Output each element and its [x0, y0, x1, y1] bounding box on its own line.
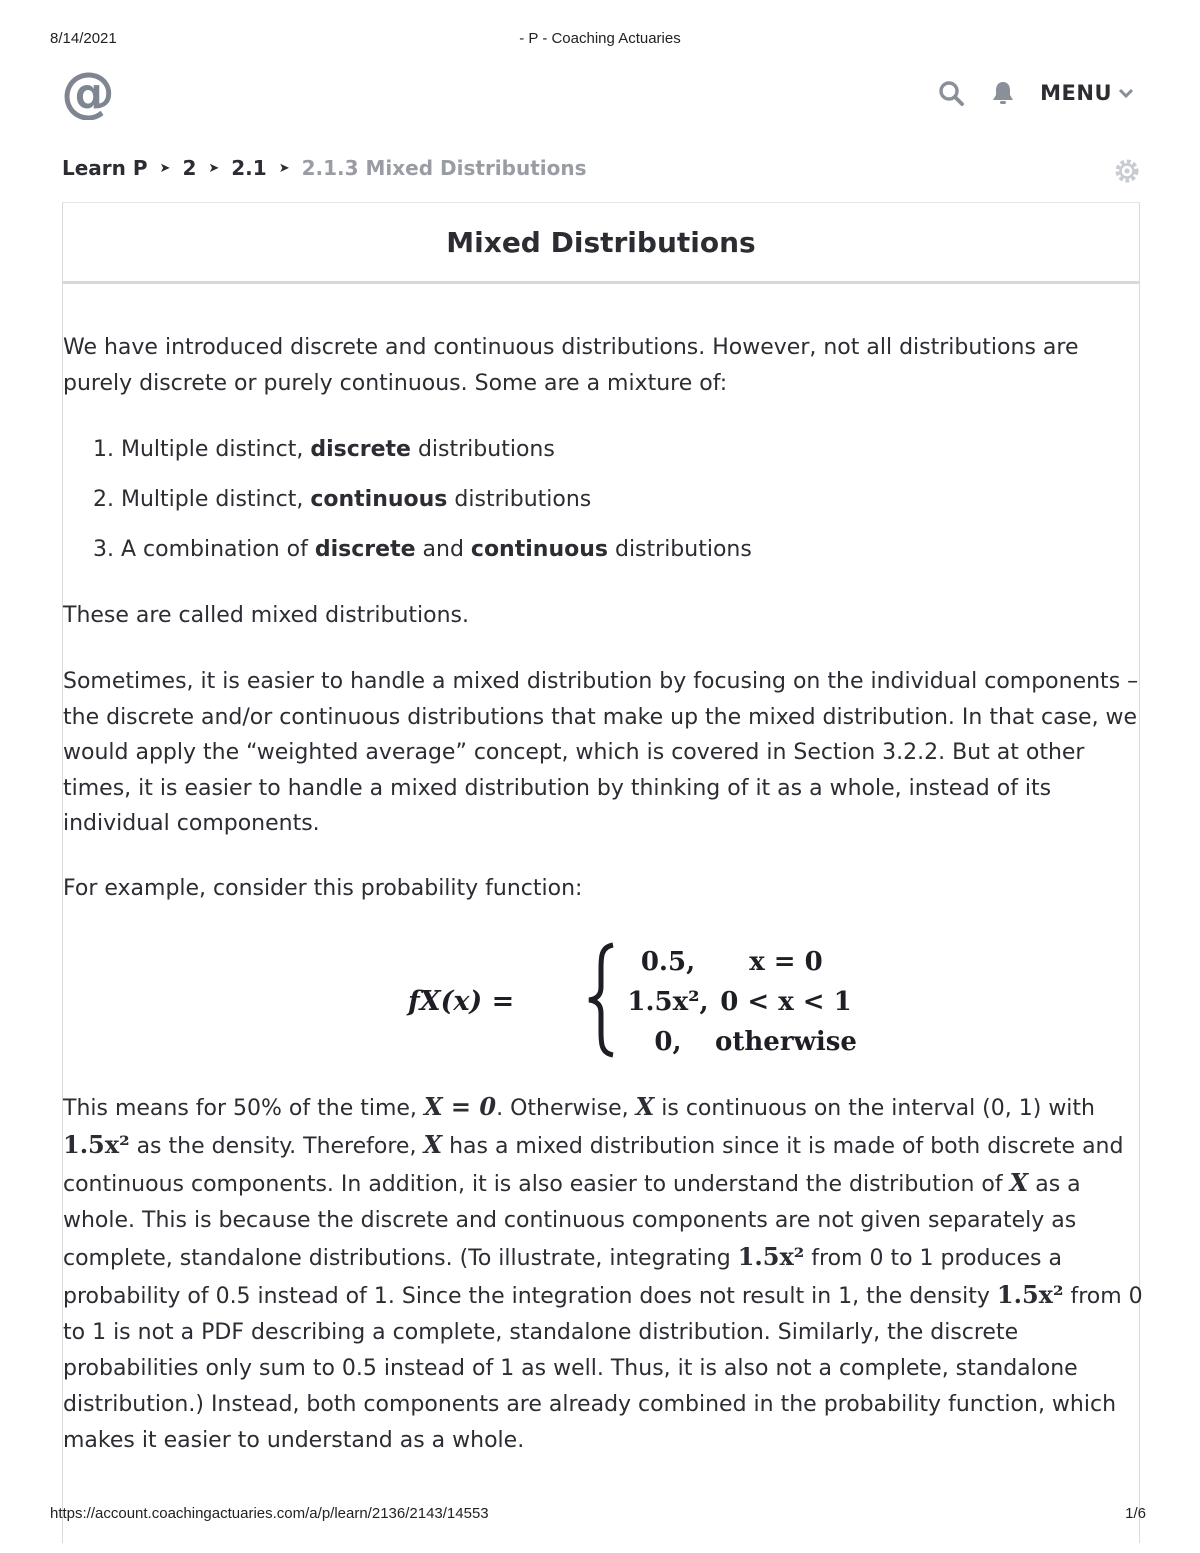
- print-title: - P - Coaching Actuaries: [519, 30, 681, 47]
- probability-function-formula: [403, 935, 873, 1065]
- formula-row-value: 0,: [654, 1027, 682, 1057]
- formula-brace: [589, 945, 613, 1055]
- breadcrumb-current: 2.1.3 Mixed Distributions: [301, 156, 587, 180]
- mixture-list: [93, 432, 752, 582]
- svg-text:@: @: [62, 66, 114, 120]
- menu-button[interactable]: [1040, 81, 1134, 105]
- list-item: 2. Multiple distinct, continuous distributions: [93, 487, 592, 512]
- print-date: 8/14/2021: [50, 30, 117, 47]
- chevron-down-icon: [1118, 87, 1134, 99]
- breadcrumb-item-section[interactable]: 2.1: [231, 156, 267, 180]
- page-title: Mixed Distributions: [63, 203, 1139, 284]
- list-item: 1. Multiple distinct, discrete distributions: [93, 437, 555, 462]
- gear-icon[interactable]: [1114, 158, 1140, 184]
- formula-row-value: 1.5x²,: [627, 987, 709, 1017]
- sometimes-paragraph: Sometimes, it is easier to handle a mixed distribution by focusing on the individual components – the discrete and/or continuous distributions that make up the mixed distribution. In that case, we would apply the “weighted average” concept, which is covered in Section 3.2.2. But at other times, it is easier to handle a mixed distribution by thinking of it as a whole, instead of its individual components.: [63, 669, 1139, 836]
- formula-lhs: fX(x) =: [408, 986, 515, 1017]
- formula-row-value: 0.5,: [640, 947, 696, 977]
- explanation-paragraph: This means for 50% of the time, X = 0. Otherwise, X is continuous on the interval (0, 1) with 1.5x² as the density. Therefore, X has a mixed distribution since it is made of both discrete and continuous components. In addition, it is also easier to understand the distribution of X as a whole. This is because the discrete and continuous components are not given separately as complete, standalone distributions. (To illustrate, integrating 1.5x² from 0 to 1 produces a probability of 0.5 instead of 1. Since the integration does not result in 1, the density 1.5x² from 0 to 1 is not a PDF describing a complete, standalone distribution. Similarly, the discrete probabilities only sum to 0.5 instead of 1 as well. Thus, it is also not a complete, standalone distribution.) Instead, both components are already combined in the probability function, which makes it easier to understand as a whole.: [63, 1092, 1143, 1453]
- breadcrumb-separator-icon: ➤: [278, 160, 290, 176]
- breadcrumb: [62, 156, 587, 180]
- mixed-called-paragraph: These are called mixed distributions.: [63, 603, 469, 628]
- breadcrumb-item-chapter[interactable]: 2: [182, 156, 197, 180]
- formula-row-condition: otherwise: [715, 1027, 857, 1057]
- search-icon[interactable]: [936, 78, 966, 108]
- example-paragraph: For example, consider this probability function:: [63, 876, 583, 901]
- breadcrumb-item-learn-p[interactable]: Learn P: [62, 156, 148, 180]
- list-item: 3. A combination of discrete and continuous distributions: [93, 537, 752, 562]
- bell-icon[interactable]: [988, 78, 1018, 108]
- formula-row-condition: x = 0: [749, 947, 823, 977]
- breadcrumb-separator-icon: ➤: [208, 160, 220, 176]
- breadcrumb-separator-icon: ➤: [159, 160, 171, 176]
- print-page-number: 1/6: [1125, 1505, 1146, 1522]
- menu-label: MENU: [1040, 81, 1112, 105]
- header-actions: [936, 78, 1134, 108]
- at-sign-logo-icon[interactable]: [62, 66, 114, 120]
- intro-paragraph: We have introduced discrete and continuous distributions. However, not all distributions are purely discrete or purely continuous. Some are a mixture of:: [63, 335, 1079, 396]
- formula-row-condition: 0 < x < 1: [720, 987, 852, 1017]
- print-url: https://account.coachingactuaries.com/a/p/learn/2136/2143/14553: [50, 1505, 489, 1522]
